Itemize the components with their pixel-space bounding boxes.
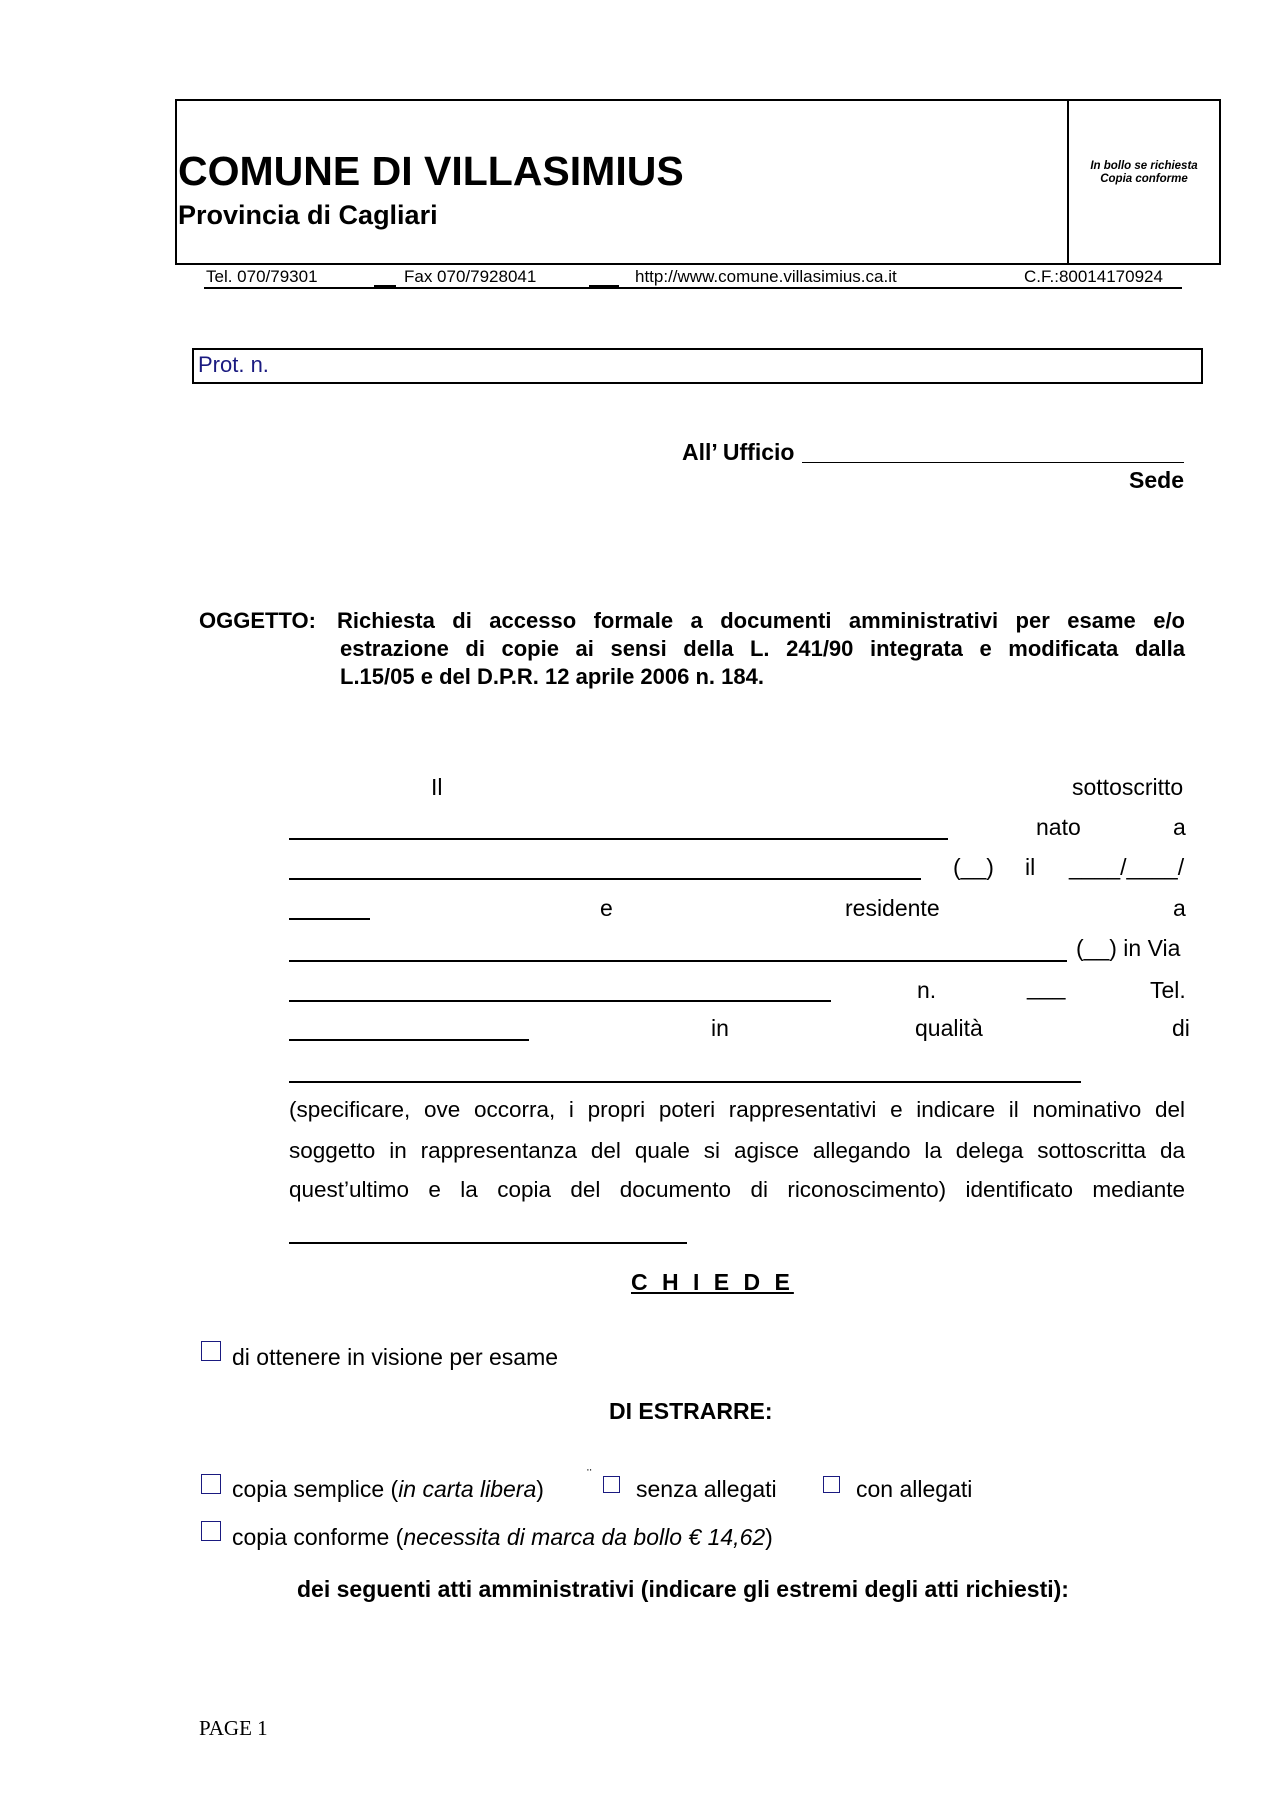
- bollo-note: [1070, 160, 1218, 186]
- label-a-1: a: [1173, 814, 1186, 840]
- contacts-line: [204, 267, 1182, 289]
- document-blank[interactable]: [289, 1242, 687, 1244]
- copia-semplice-suffix: ): [536, 1476, 544, 1502]
- name-blank[interactable]: [289, 838, 948, 840]
- street-blank[interactable]: [289, 1000, 831, 1002]
- contact-gap-1: [374, 267, 396, 287]
- label-di: di: [1172, 1015, 1190, 1041]
- subject-line-1: Richiesta di accesso formale a documenti amministrativi per esame e/o: [337, 608, 1185, 633]
- copia-conforme-label: [232, 1524, 773, 1551]
- con-allegati-checkbox[interactable]: [823, 1476, 840, 1493]
- qualita-blank[interactable]: [289, 1081, 1081, 1083]
- subject-line-2: estrazione di copie ai sensi della L. 241/90 integrata e modificata dalla: [340, 636, 1185, 661]
- atti-heading: dei seguenti atti amministrativi (indicare gli estremi degli atti richiesti):: [297, 1576, 1069, 1602]
- label-sottoscritto: sottoscritto: [1072, 774, 1184, 800]
- label-in: in: [711, 1015, 729, 1041]
- con-allegati-label: con allegati: [856, 1476, 973, 1502]
- contact-website[interactable]: http://www.comune.villasimius.ca.it: [635, 267, 897, 286]
- senza-allegati-label: senza allegati: [636, 1476, 777, 1502]
- page-number: PAGE 1: [199, 1716, 268, 1740]
- number-blank[interactable]: ___: [1027, 974, 1066, 1000]
- label-in-via: (__) in Via: [1076, 935, 1181, 961]
- bollo-line-2: Copia conforme: [1100, 173, 1188, 185]
- copia-conforme-prefix: copia conforme (: [232, 1524, 404, 1550]
- contact-gap-2: [589, 267, 619, 287]
- ufficio-label: All’ Ufficio: [682, 439, 795, 465]
- copia-semplice-checkbox[interactable]: [201, 1474, 221, 1494]
- copia-semplice-prefix: copia semplice (: [232, 1476, 399, 1502]
- birth-date[interactable]: ____/____/: [1069, 854, 1185, 880]
- copia-semplice-label: [232, 1476, 544, 1503]
- residence-blank[interactable]: [289, 960, 1067, 962]
- chiede-heading: C H I E D E: [631, 1269, 794, 1295]
- label-il: Il: [431, 774, 443, 800]
- subject-label: OGGETTO:: [199, 608, 316, 633]
- comune-title: COMUNE DI VILLASIMIUS: [178, 148, 684, 194]
- contact-fax: Fax 070/7928041: [404, 267, 537, 286]
- header-divider: [1067, 99, 1069, 265]
- label-e: e: [600, 895, 613, 921]
- label-nato: nato: [1036, 814, 1081, 840]
- copia-semplice-italic: in carta libera: [398, 1476, 537, 1502]
- birthyear-blank[interactable]: [289, 918, 370, 920]
- subject-line-3: L.15/05 e del D.P.R. 12 aprile 2006 n. 184.: [340, 664, 764, 689]
- para-line-3: quest’ultimo e la copia del documento di riconoscimento) identificato mediante: [289, 1177, 1185, 1202]
- tel-blank[interactable]: [289, 1039, 529, 1041]
- para-line-2: soggetto in rappresentanza del quale si agisce allegando la delega sottoscritta da: [289, 1138, 1185, 1163]
- contact-cf: C.F.:80014170924: [1024, 267, 1163, 286]
- sede-label: Sede: [1129, 467, 1184, 493]
- provincia-subtitle: Provincia di Cagliari: [178, 200, 438, 230]
- copia-conforme-suffix: ): [765, 1524, 773, 1550]
- birthplace-blank[interactable]: [289, 878, 921, 880]
- copia-conforme-italic: necessita di marca da bollo € 14,62: [403, 1524, 766, 1550]
- label-il-2: il: [1025, 854, 1036, 880]
- visione-checkbox[interactable]: [201, 1341, 221, 1361]
- protocol-box[interactable]: [192, 348, 1203, 384]
- dots-glyph: ¨: [587, 1466, 592, 1482]
- bollo-line-1: In bollo se richiesta: [1090, 160, 1198, 172]
- copia-conforme-checkbox[interactable]: [201, 1521, 221, 1541]
- label-qualita: qualità: [915, 1015, 983, 1041]
- label-a-2: a: [1173, 895, 1186, 921]
- para-line-1: (specificare, ove occorra, i propri poteri rappresentativi e indicare il nominativo del: [289, 1097, 1185, 1122]
- label-tel: Tel.: [1150, 977, 1186, 1003]
- visione-label: di ottenere in visione per esame: [232, 1344, 559, 1370]
- label-n: n.: [917, 977, 937, 1003]
- birth-province[interactable]: (__): [953, 854, 994, 880]
- senza-allegati-checkbox[interactable]: [603, 1476, 620, 1493]
- protocol-label: Prot. n.: [198, 352, 269, 377]
- contact-tel: Tel. 070/79301: [206, 267, 318, 286]
- estrarre-heading: DI ESTRARRE:: [609, 1398, 773, 1424]
- label-residente: residente: [845, 895, 940, 921]
- ufficio-blank[interactable]: [802, 462, 1184, 463]
